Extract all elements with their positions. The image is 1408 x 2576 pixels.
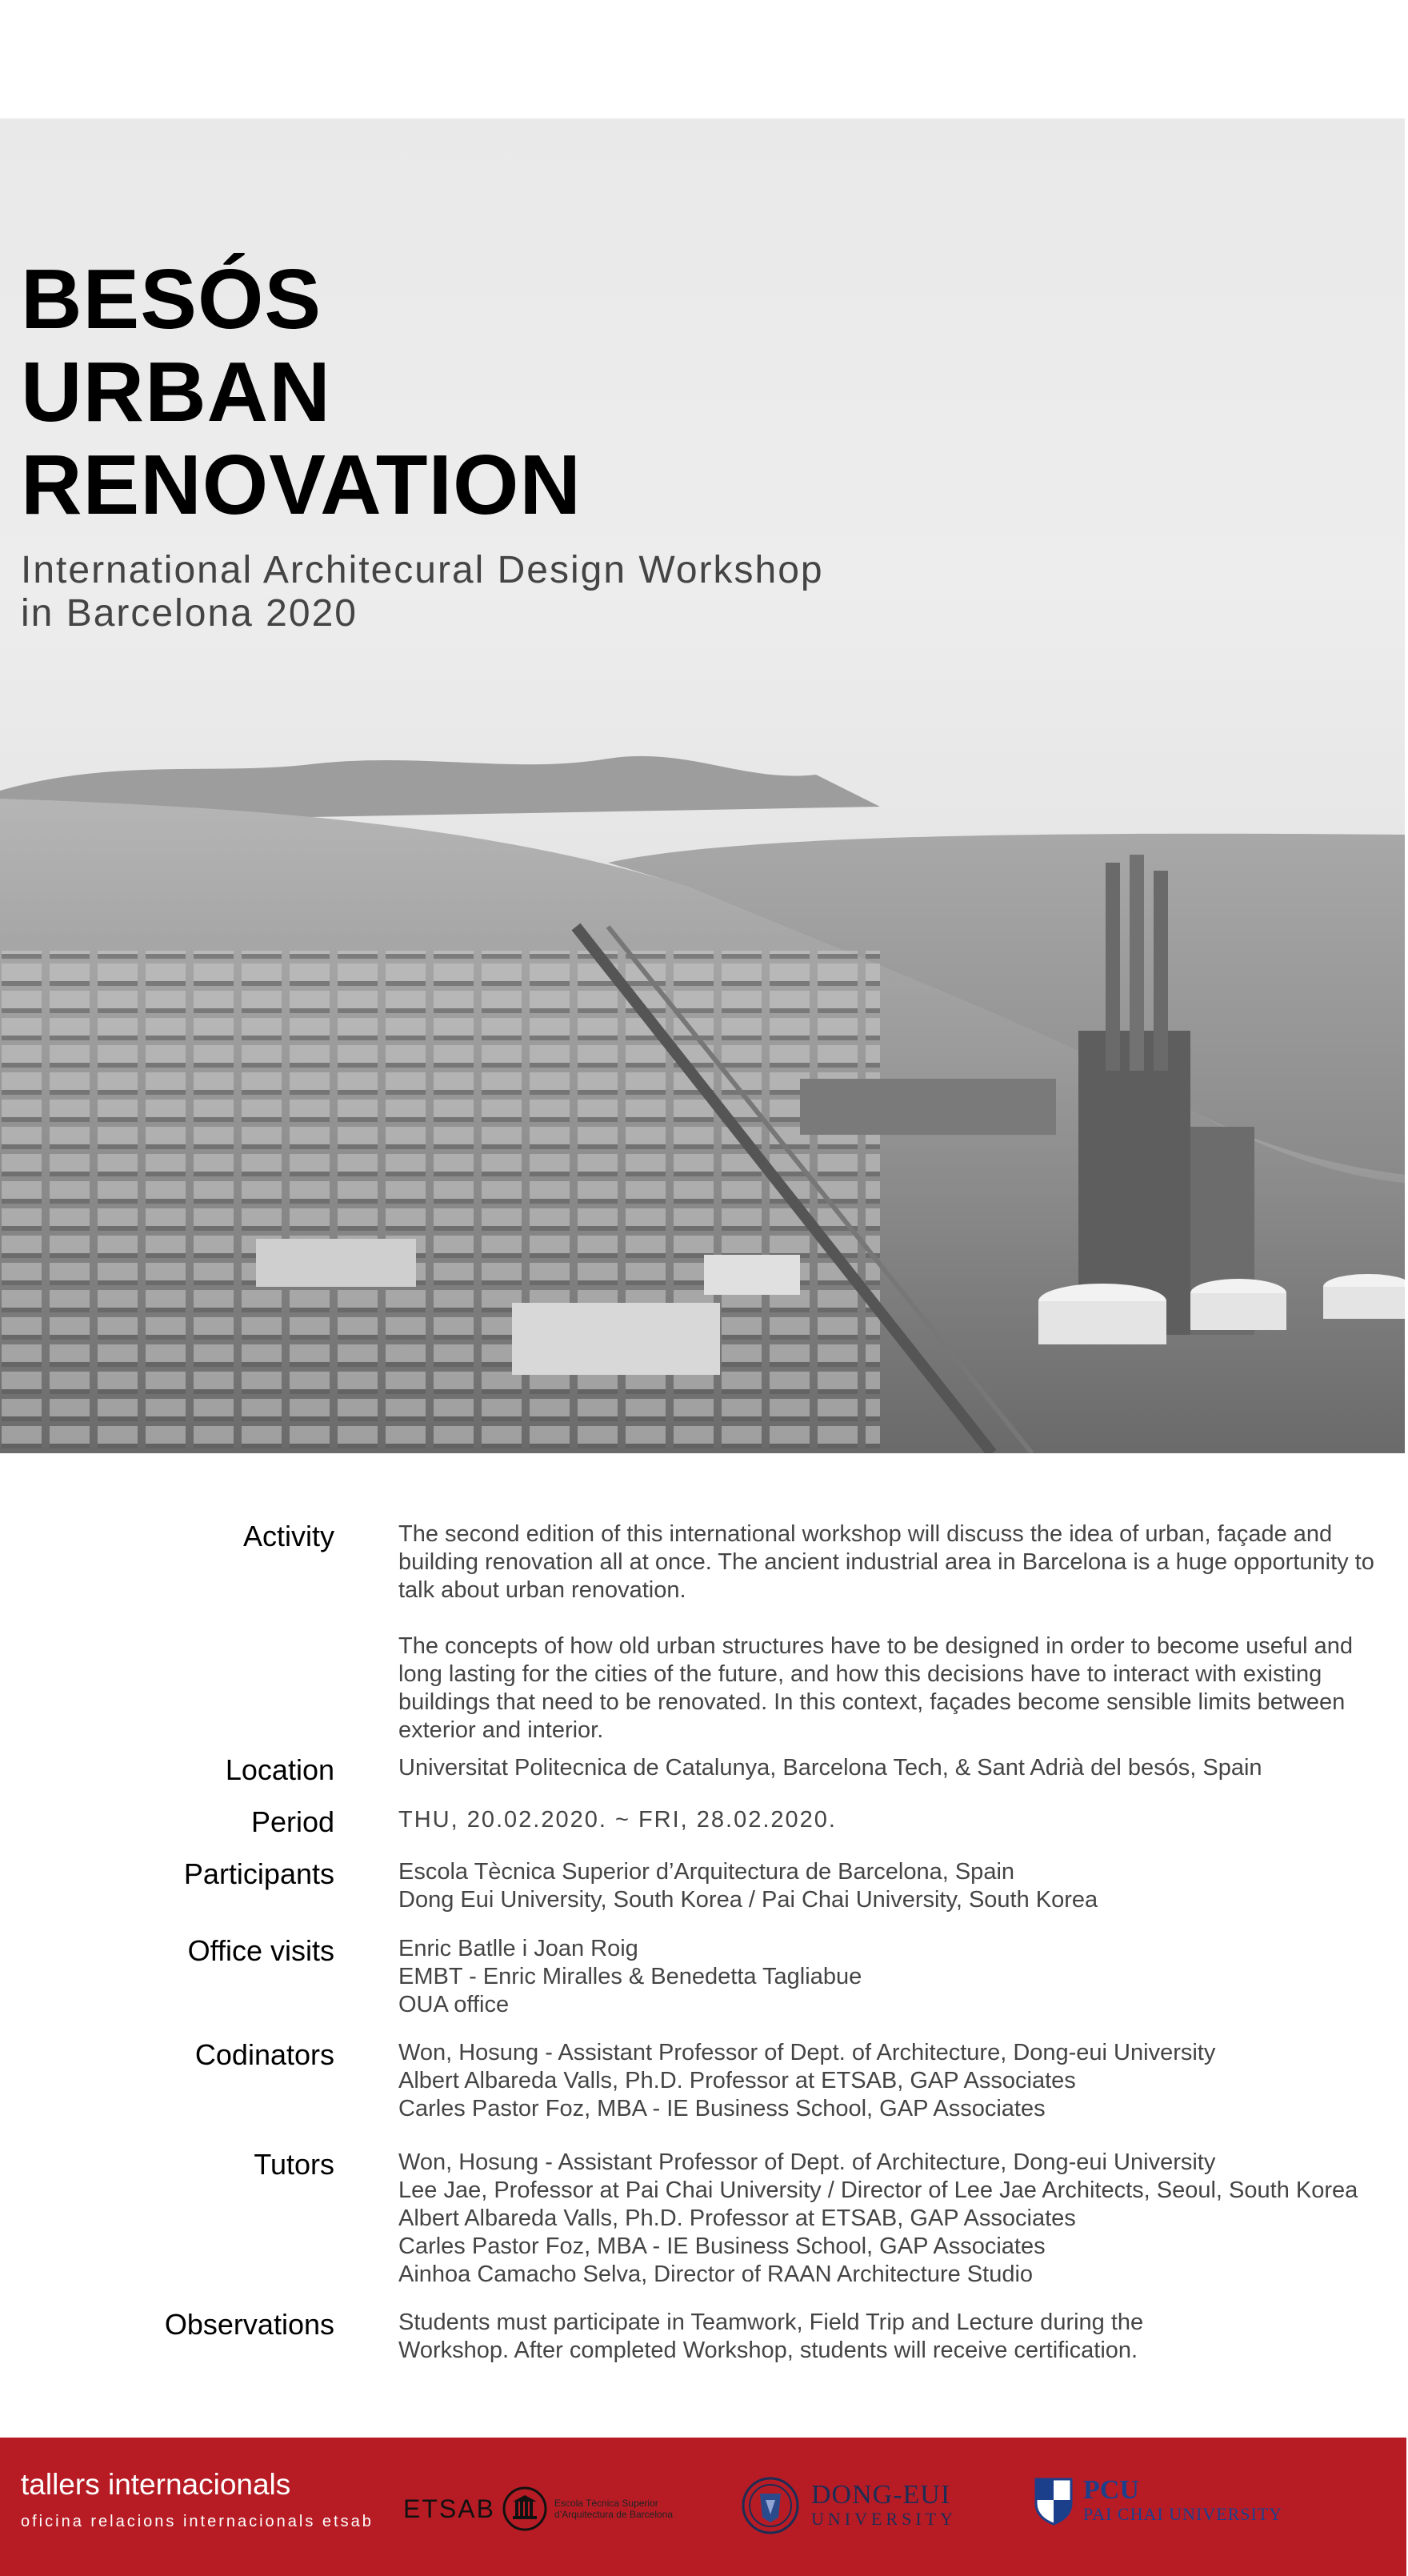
etsab-caption-line: Escola Tècnica Superior [554,2498,658,2509]
codinators-label: Codinators [194,2038,334,2071]
activity-paragraph: The concepts of how old urban structures have to be designed in order to become useful and long lasting for the cities of the future, and how this decisions have to interact with existing buildings that need to be renovated. In this context, façades become sensible limits between exterior and interior. [398,1633,1353,1743]
office-visit-item: Enric Batlle i Joan Roig [398,1936,638,1961]
period-value: THU, 20.02.2020. ~ FRI, 28.02.2020. [398,1807,837,1833]
location-label: Location [225,1753,334,1786]
etsab-logo-text: ETSAB [403,2494,495,2523]
hero-subtitle [21,549,824,635]
tutor-item: Won, Hosung - Assistant Professor of Dept. of Architecture, Dong-eui University [398,2149,1216,2175]
office-visits-list [398,1935,1382,2019]
etsab-caption-line: d’Arquitectura de Barcelona [554,2509,674,2520]
dongeui-logo-line: UNIVERSITY [811,2509,957,2529]
hero-title-line: BESÓS [21,252,322,347]
activity-label: Activity [242,1520,334,1552]
footer-bar [0,2438,1406,2576]
hero-title-line: RENOVATION [21,438,582,532]
dongeui-logo [741,2476,957,2535]
tutor-item: Ainhoa Camacho Selva, Director of RAAN Architecture Studio [398,2262,1034,2287]
participant-item: Dong Eui University, South Korea / Pai Chai University, South Korea [398,1887,1098,1913]
pcu-logo-line: PCU [1083,2475,1139,2505]
codinator-item: Carles Pastor Foz, MBA - IE Business School, GAP Associates [398,2096,1046,2121]
observation-line: Workshop. After completed Workshop, students will receive certification. [398,2338,1138,2363]
footer-subtitle: oficina relacions internacionals etsab [21,2513,374,2530]
observation-line: Students must participate in Teamwork, Field Trip and Lecture during the [398,2310,1144,2335]
tutors-label: Tutors [254,2148,334,2181]
participant-item: Escola Tècnica Superior d’Arquitectura de Barcelona, Spain [398,1859,1015,1885]
hero-title-line: URBAN [21,345,331,439]
tutor-item: Lee Jae, Professor at Pai Chai University / Director of Lee Jae Architects, Seoul, South Korea [398,2177,1358,2203]
observations-text [398,2309,1382,2365]
codinator-item: Albert Albareda Valls, Ph.D. Professor at ETSAB, GAP Associates [398,2068,1076,2093]
pcu-logo [1034,2476,1282,2526]
tutors-list [398,2149,1382,2289]
activity-text [398,1520,1382,1745]
codinator-item: Won, Hosung - Assistant Professor of Dept. of Architecture, Dong-eui University [398,2040,1216,2065]
codinators-list [398,2039,1382,2123]
pcu-logo-text [1083,2477,1282,2525]
dongeui-logo-line: DONG-EUI [811,2480,951,2510]
hero-subtitle-line: International Architecural Design Workshop [21,549,824,591]
hero-subtitle-line: in Barcelona 2020 [21,592,358,635]
hero-banner [0,118,1405,1453]
etsab-logo [403,2486,673,2532]
period-label: Period [250,1805,334,1838]
dongeui-emblem-icon [741,2476,800,2535]
participants-label: Participants [183,1857,334,1890]
footer-title: tallers internacionals [21,2468,291,2501]
location-value: Universitat Politecnica de Catalunya, Barcelona Tech, & Sant Adrià del besós, Spain [398,1755,1262,1781]
activity-paragraph: The second edition of this international workshop will discuss the idea of urban, façade and building renovation all at once. The ancient industrial area in Barcelona is a huge opportunity to talk about urban renovation. [398,1521,1374,1603]
tutor-item: Albert Albareda Valls, Ph.D. Professor at ETSAB, GAP Associates [398,2205,1076,2231]
pcu-shield-icon [1034,2476,1074,2526]
etsab-logo-caption [554,2498,673,2520]
tutor-item: Carles Pastor Foz, MBA - IE Business School, GAP Associates [398,2233,1046,2259]
hero-title [21,253,582,531]
office-visit-item: OUA office [398,1992,510,2017]
office-visits-label: Office visits [187,1934,334,1967]
observations-label: Observations [164,2308,334,2341]
dongeui-logo-text [811,2482,957,2530]
etsab-emblem-icon [502,2486,548,2532]
participants-list [398,1858,1382,1914]
pcu-logo-line: PAI CHAI UNIVERSITY [1083,2504,1283,2524]
office-visit-item: EMBT - Enric Miralles & Benedetta Tagliabue [398,1964,862,1989]
